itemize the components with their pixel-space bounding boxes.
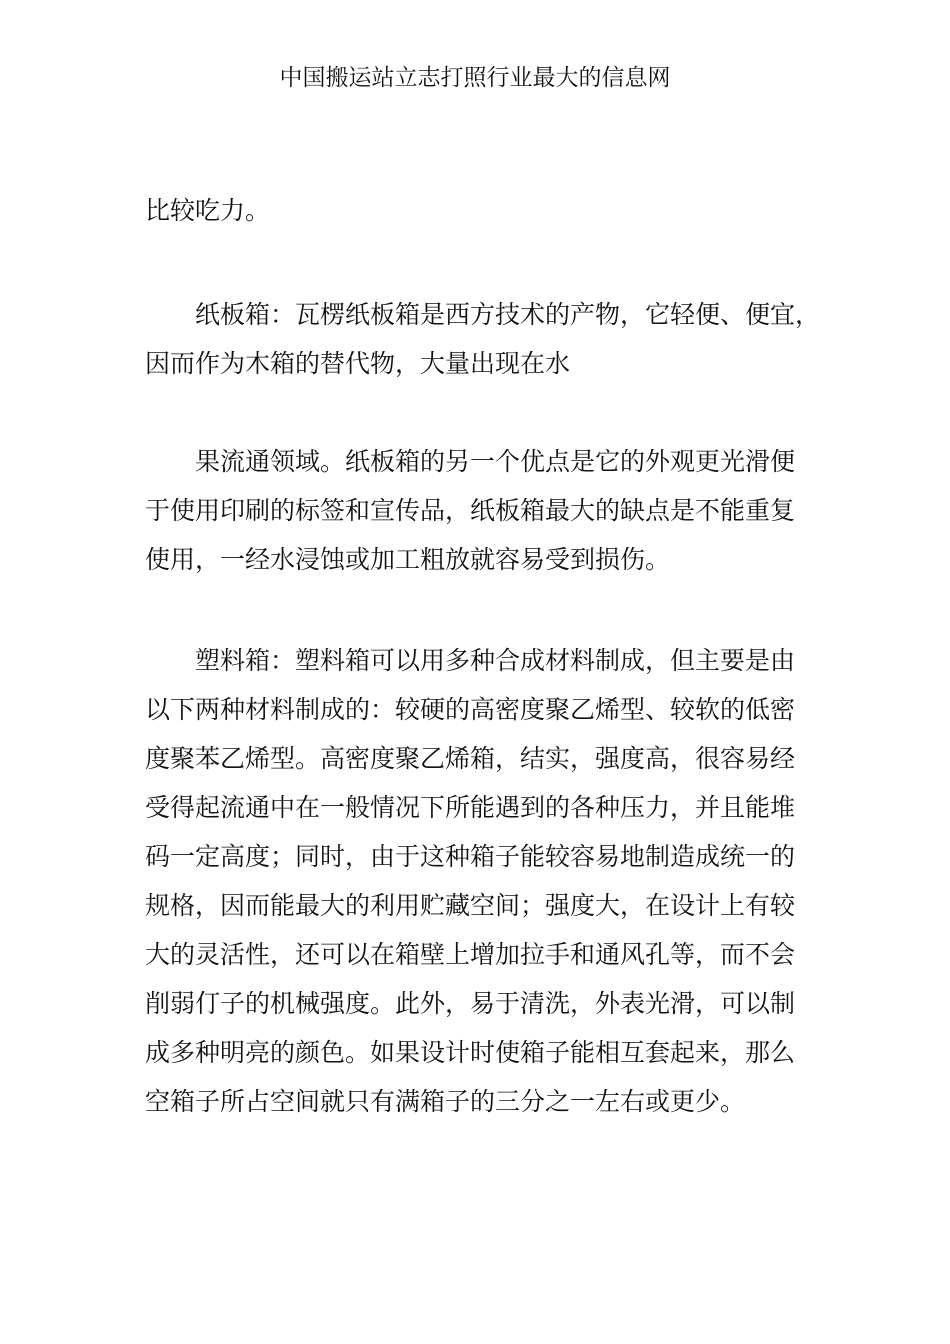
paragraph-plastic-box xyxy=(145,636,807,1126)
paragraph-line: 码一定高度；同时，由于这种箱子能较容易地制造成统一的 xyxy=(145,842,796,871)
paragraph-line: 大的灵活性，还可以在箱壁上增加拉手和通风孔等，而不会 xyxy=(145,940,796,969)
paragraph-cardboard-box xyxy=(145,290,821,388)
paragraph-line: 成多种明亮的颜色。如果设计时使箱子能相互套起来，那么 xyxy=(145,1038,796,1067)
paragraph-line: 比较吃力。 xyxy=(145,196,271,225)
paragraph-line: 度聚苯乙烯型。高密度聚乙烯箱，结实，强度高，很容易经 xyxy=(145,744,796,773)
paragraph-line: 于使用印刷的标签和宣传品，纸板箱最大的缺点是不能重复 xyxy=(145,496,796,525)
paragraph-line: 塑料箱：塑料箱可以用多种合成材料制成，但主要是由 xyxy=(195,646,796,675)
paragraph-line: 规格，因而能最大的利用贮藏空间；强度大，在设计上有较 xyxy=(145,891,796,920)
paragraph-cardboard-advantages xyxy=(145,437,807,584)
paragraph-line: 以下两种材料制成的：较硬的高密度聚乙烯型、较软的低密 xyxy=(145,695,796,724)
paragraph-line: 受得起流通中在一般情况下所能遇到的各种压力，并且能堆 xyxy=(145,793,796,822)
paragraph-line: 果流通领域。纸板箱的另一个优点是它的外观更光滑便 xyxy=(195,447,796,476)
paragraph-line: 使用，一经水浸蚀或加工粗放就容易受到损伤。 xyxy=(145,545,671,574)
paragraph-line: 削弱仃子的机械强度。此外，易于清洗，外表光滑，可以制 xyxy=(145,989,796,1018)
paragraph-continuation xyxy=(145,186,807,235)
paragraph-line: 纸板箱：瓦楞纸板箱是西方技术的产物，它轻便、便宜， xyxy=(195,300,821,329)
page-header-title: 中国搬运站立志打照行业最大的信息网 xyxy=(279,65,671,91)
paragraph-line: 因而作为木箱的替代物，大量出现在水 xyxy=(145,349,571,378)
paragraph-line: 空箱子所占空间就只有满箱子的三分之一左右或更少。 xyxy=(145,1087,746,1116)
